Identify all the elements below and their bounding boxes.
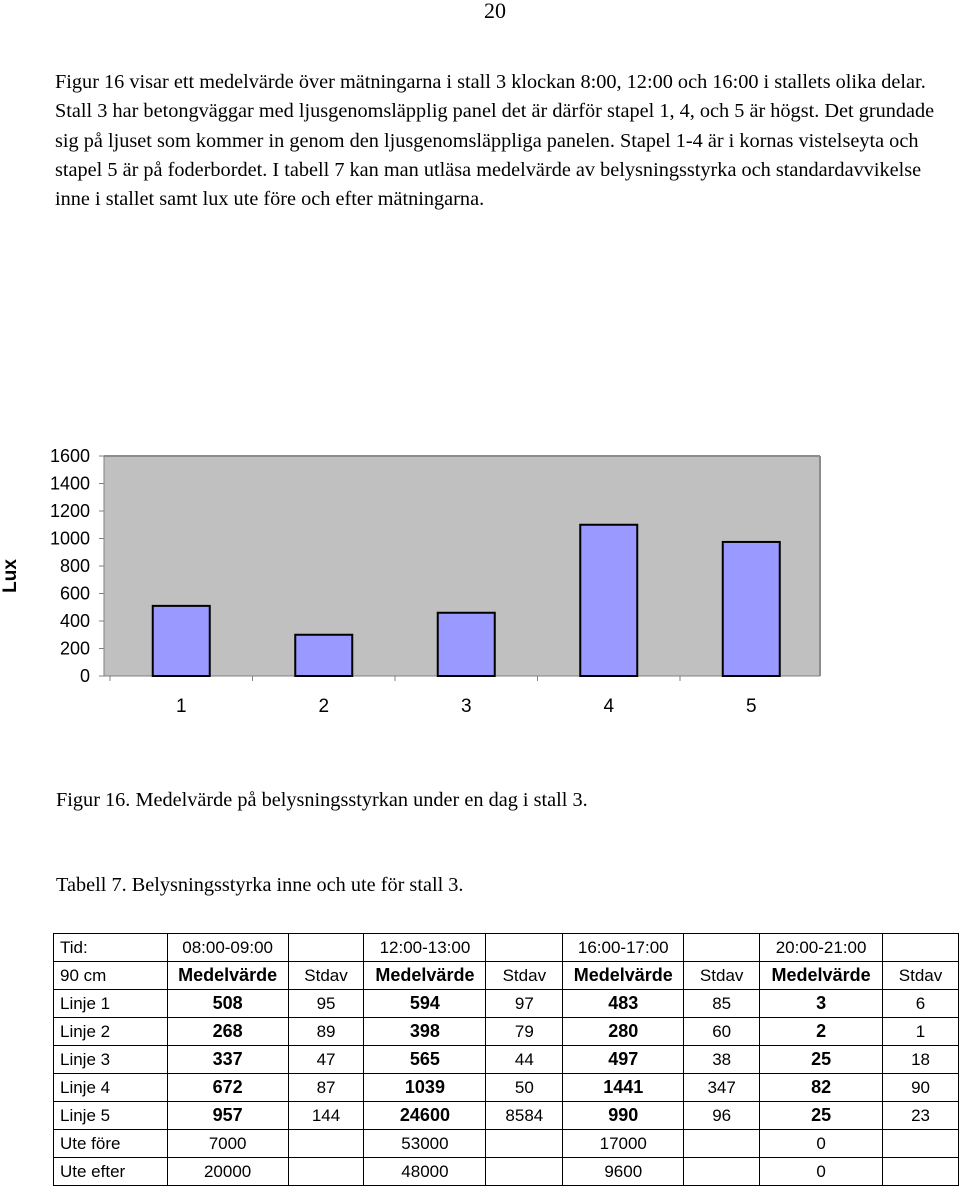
outdoor-lux-cell: 20000: [167, 1158, 288, 1186]
bar-5: [723, 542, 780, 676]
medel-cell: 990: [563, 1102, 684, 1130]
table-header-row: [54, 934, 959, 962]
stdav-cell: 60: [684, 1018, 760, 1046]
stdav-cell: 1: [883, 1018, 959, 1046]
y-tick-label: 1400: [49, 473, 90, 494]
bar-4: [580, 525, 637, 676]
stdav-header: Stdav: [684, 962, 760, 990]
y-tick-label: 0: [79, 666, 90, 686]
medel-cell: 398: [364, 1018, 486, 1046]
table-row: [54, 1074, 959, 1102]
x-tick-label: 3: [460, 696, 472, 717]
y-tick-label: 400: [59, 611, 90, 631]
y-tick-label: 600: [59, 583, 90, 604]
y-tick-label: 200: [59, 638, 90, 659]
stdav-cell: 6: [883, 990, 959, 1018]
stdav-cell: 44: [486, 1046, 563, 1074]
medel-cell: 25: [760, 1102, 883, 1130]
stdav-cell: 50: [486, 1074, 563, 1102]
medel-cell: 594: [364, 990, 486, 1018]
medel-cell: 268: [167, 1018, 288, 1046]
medel-header: Medelvärde: [167, 962, 288, 990]
y-axis-title: Lux: [0, 559, 21, 593]
outdoor-lux-cell: 53000: [364, 1130, 486, 1158]
table-row: [54, 990, 959, 1018]
outdoor-lux-cell: 9600: [563, 1158, 684, 1186]
x-tick-label: 4: [603, 696, 615, 717]
x-tick-label: 1: [175, 696, 187, 717]
row-label: Ute före: [54, 1130, 168, 1158]
y-tick-label: 1600: [49, 446, 90, 466]
time-slot-header: 08:00-09:00: [167, 934, 288, 962]
medel-cell: 957: [167, 1102, 288, 1130]
medel-cell: 280: [563, 1018, 684, 1046]
lux-table: [53, 933, 959, 1186]
medel-cell: 483: [563, 990, 684, 1018]
stdav-cell: 23: [883, 1102, 959, 1130]
table-caption: Tabell 7. Belysningsstyrka inne och ute för stall 3.: [56, 874, 464, 896]
stdav-cell: 85: [684, 990, 760, 1018]
medel-cell: 672: [167, 1074, 288, 1102]
medel-cell: 3: [760, 990, 883, 1018]
stdav-cell: 347: [684, 1074, 760, 1102]
x-tick-label: 2: [318, 696, 330, 717]
row-label: Linje 1: [54, 990, 168, 1018]
medel-cell: 1039: [364, 1074, 486, 1102]
stdav-header: Stdav: [883, 962, 959, 990]
medel-cell: 25: [760, 1046, 883, 1074]
stdav-cell: 96: [684, 1102, 760, 1130]
y-tick-label: 1000: [49, 528, 90, 549]
stdav-cell: 95: [288, 990, 364, 1018]
table-subheader-row: [54, 962, 959, 990]
row-label: Linje 2: [54, 1018, 168, 1046]
outdoor-lux-cell: 48000: [364, 1158, 486, 1186]
figure-caption: Figur 16. Medelvärde på belysningsstyrkan under en dag i stall 3.: [56, 789, 588, 811]
medel-cell: 497: [563, 1046, 684, 1074]
table-row-outdoor: [54, 1158, 959, 1186]
medel-cell: 2: [760, 1018, 883, 1046]
stdav-cell: 89: [288, 1018, 364, 1046]
stdav-header: Stdav: [486, 962, 563, 990]
stdav-cell: 38: [684, 1046, 760, 1074]
x-tick-label: 5: [745, 696, 757, 717]
medel-cell: 1441: [563, 1074, 684, 1102]
row-label: Ute efter: [54, 1158, 168, 1186]
medel-header: Medelvärde: [563, 962, 684, 990]
bar-3: [438, 613, 495, 676]
stdav-cell: 8584: [486, 1102, 563, 1130]
medel-cell: 565: [364, 1046, 486, 1074]
table-row-outdoor: [54, 1130, 959, 1158]
time-slot-header: 20:00-21:00: [760, 934, 883, 962]
y-tick-label: 800: [59, 556, 90, 576]
stdav-cell: 47: [288, 1046, 364, 1074]
medel-cell: 337: [167, 1046, 288, 1074]
intro-paragraph: Figur 16 visar ett medelvärde över mätningarna i stall 3 klockan 8:00, 12:00 och 16:00 i stallets olika delar. Stall 3 har betongväggar med ljusgenomsläpplig panel det är därför stapel 1, 4, och 5 är högst. Det grundade sig på ljuset som kommer in genom den ljusgenomsläppliga panelen. Stapel 1-4 är i kornas vistelseyta och stapel 5 är på foderbordet. I tabell 7 kan man utläsa medelvärde av belysningsstyrka och standardavvikelse inne i stallet samt lux ute före och efter mätningarna.: [55, 71, 935, 211]
outdoor-lux-cell: 17000: [563, 1130, 684, 1158]
stdav-cell: 90: [883, 1074, 959, 1102]
stdav-cell: 87: [288, 1074, 364, 1102]
row-label: Linje 3: [54, 1046, 168, 1074]
stdav-header: Stdav: [288, 962, 364, 990]
page-number: 20: [484, 0, 506, 23]
stdav-cell: 144: [288, 1102, 364, 1130]
tid-label: Tid:: [54, 934, 168, 962]
medel-header: Medelvärde: [364, 962, 486, 990]
table-row: [54, 1102, 959, 1130]
medel-cell: 508: [167, 990, 288, 1018]
medel-cell: 24600: [364, 1102, 486, 1130]
outdoor-lux-cell: 0: [760, 1130, 883, 1158]
table-row: [54, 1018, 959, 1046]
outdoor-lux-cell: 0: [760, 1158, 883, 1186]
row-label: Linje 4: [54, 1074, 168, 1102]
bar-1: [153, 606, 210, 676]
outdoor-lux-cell: 7000: [167, 1130, 288, 1158]
time-slot-header: 12:00-13:00: [364, 934, 486, 962]
height-label: 90 cm: [54, 962, 168, 990]
bar-2: [295, 635, 352, 676]
row-label: Linje 5: [54, 1102, 168, 1130]
y-tick-label: 1200: [49, 501, 90, 521]
table-row: [54, 1046, 959, 1074]
stdav-cell: 79: [486, 1018, 563, 1046]
bar-chart: [0, 430, 960, 730]
medel-header: Medelvärde: [760, 962, 883, 990]
stdav-cell: 97: [486, 990, 563, 1018]
time-slot-header: 16:00-17:00: [563, 934, 684, 962]
medel-cell: 82: [760, 1074, 883, 1102]
stdav-cell: 18: [883, 1046, 959, 1074]
